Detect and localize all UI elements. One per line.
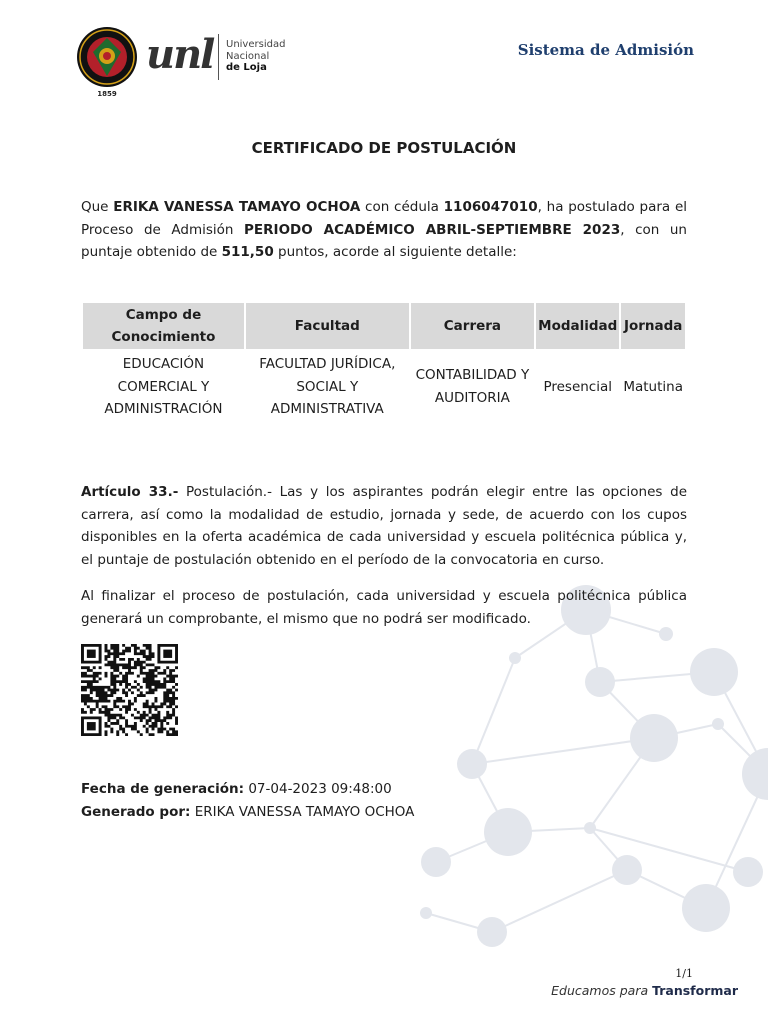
page-number: 1/1 (675, 967, 693, 980)
table-row (83, 351, 685, 423)
generated-by-label: Generado por: (81, 804, 191, 820)
column-header: Carrera (411, 303, 534, 349)
closing-paragraph: Al finalizar el proceso de postulación, cada universidad y escuela politécnica pública generará un comprobante, el mismo que no podrá ser modificado. (81, 588, 687, 627)
intro-text-5: puntos, acorde al siguiente detalle: (273, 244, 517, 260)
column-header: Facultad (246, 303, 409, 349)
table-cell: Presencial (543, 378, 613, 395)
university-name (226, 39, 285, 74)
university-seal-icon (76, 26, 138, 88)
column-header: Jornada (621, 303, 685, 349)
document-title: CERTIFICADO DE POSTULACIÓN (251, 139, 517, 157)
table-cell: FACULTAD JURÍDICA, SOCIAL Y ADMINISTRATIVA (259, 356, 396, 417)
column-header: Modalidad (536, 303, 619, 349)
slogan-bold: Transformar (652, 983, 738, 998)
university-name-line1: Universidad (226, 39, 286, 50)
slogan-plain: Educamos para (551, 983, 653, 998)
intro-text-2: con cédula (360, 199, 444, 215)
table-cell: Matutina (623, 378, 683, 395)
applicant-name: ERIKA VANESSA TAMAYO OCHOA (113, 199, 361, 215)
article-text: Postulación.- Las y los aspirantes podrán elegir entre las opciones de carrera, así como la modalidad de estudio, jornada y sede, de acuerdo con los cupos disponibles en la oferta académica de cada universidad y escuela politécnica pública y, el puntaje de postulación obtenido en el período de la convocatoria en curso. (81, 484, 688, 568)
article-label: Artículo 33.- (81, 484, 179, 500)
application-table (81, 301, 687, 425)
table-header-row (83, 303, 685, 349)
intro-text-1: Que (81, 199, 114, 215)
footer-slogan (551, 983, 738, 998)
university-name-line3: de Loja (226, 62, 267, 73)
intro-text-4: , con un puntaje obtenido de (81, 221, 687, 260)
generation-date-value: 07-04-2023 09:48:00 (244, 781, 392, 797)
admission-period: PERIODO ACADÉMICO ABRIL-SEPTIEMBRE 2023 (244, 221, 621, 238)
intro-text-3: , ha postulado para el Proceso de Admisión (81, 199, 687, 238)
university-logo (76, 24, 296, 104)
applicant-score: 511,50 (221, 244, 274, 260)
table-cell: CONTABILIDAD Y AUDITORIA (415, 367, 530, 406)
article-paragraph (81, 481, 687, 571)
seal-year: 1859 (97, 90, 117, 98)
generation-date-label: Fecha de generación: (81, 781, 245, 797)
system-title: Sistema de Admisión (517, 41, 694, 59)
university-name-line2: Nacional (226, 50, 270, 62)
generated-by-value: ERIKA VANESSA TAMAYO OCHOA (190, 804, 415, 820)
table-cell: EDUCACIÓN COMERCIAL Y ADMINISTRACIÓN (104, 356, 223, 417)
generated-by (81, 801, 414, 823)
intro-paragraph (81, 196, 687, 264)
logo-divider (218, 34, 219, 80)
applicant-id: 1106047010 (443, 199, 538, 215)
column-header: Campo de Conocimiento (83, 303, 244, 349)
unl-brand-mark: unl (146, 31, 214, 78)
qr-code-icon (81, 644, 178, 736)
generation-date (81, 778, 392, 800)
